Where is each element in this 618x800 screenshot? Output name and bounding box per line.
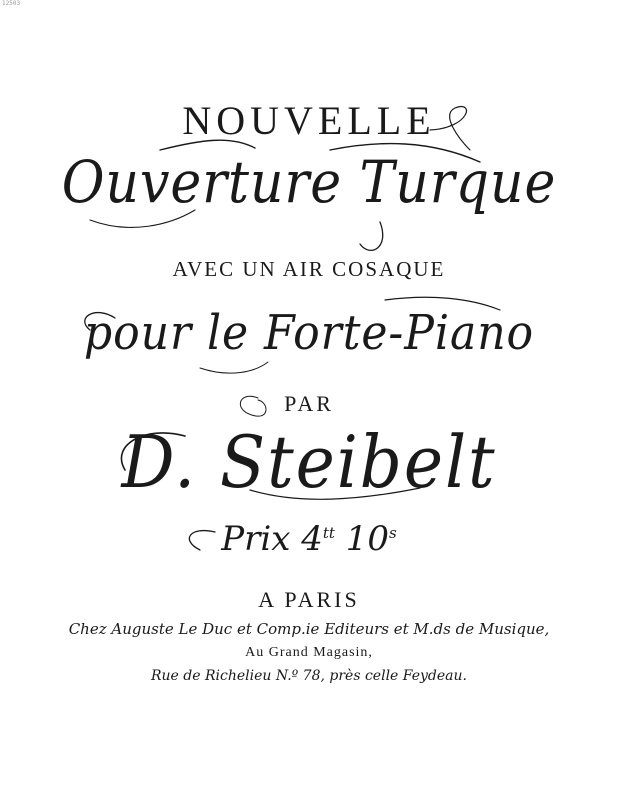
- price-line: [0, 519, 618, 559]
- address-line: Rue de Richelieu N.º 78, près celle Feydeau.: [150, 668, 467, 684]
- title-ouverture-turque: Ouverture Turque: [61, 148, 557, 216]
- flourish-pour-under: [200, 362, 268, 373]
- publisher-line: Chez Auguste Le Duc et Comp.ie Editeurs et M.ds de Musique,: [68, 620, 550, 638]
- price-sous: 10: [334, 519, 390, 559]
- price-sous-abbr: s: [389, 524, 397, 542]
- catalog-number: 12503: [2, 0, 21, 7]
- flourish-turque-tail: [360, 222, 383, 250]
- price-livres-abbr: tt: [322, 524, 335, 542]
- price-label: Prix 4: [221, 519, 323, 559]
- shop-line: Au Grand Magasin,: [245, 645, 373, 660]
- par-label: PAR: [284, 391, 334, 416]
- instrument-line: pour le Forte-Piano: [83, 305, 535, 361]
- title-nouvelle: NOUVELLE: [182, 98, 436, 143]
- city: A PARIS: [258, 587, 360, 612]
- composer-name: D. Steibelt: [121, 420, 497, 504]
- subtitle-avec-air-cosaque: AVEC UN AIR COSAQUE: [172, 257, 446, 281]
